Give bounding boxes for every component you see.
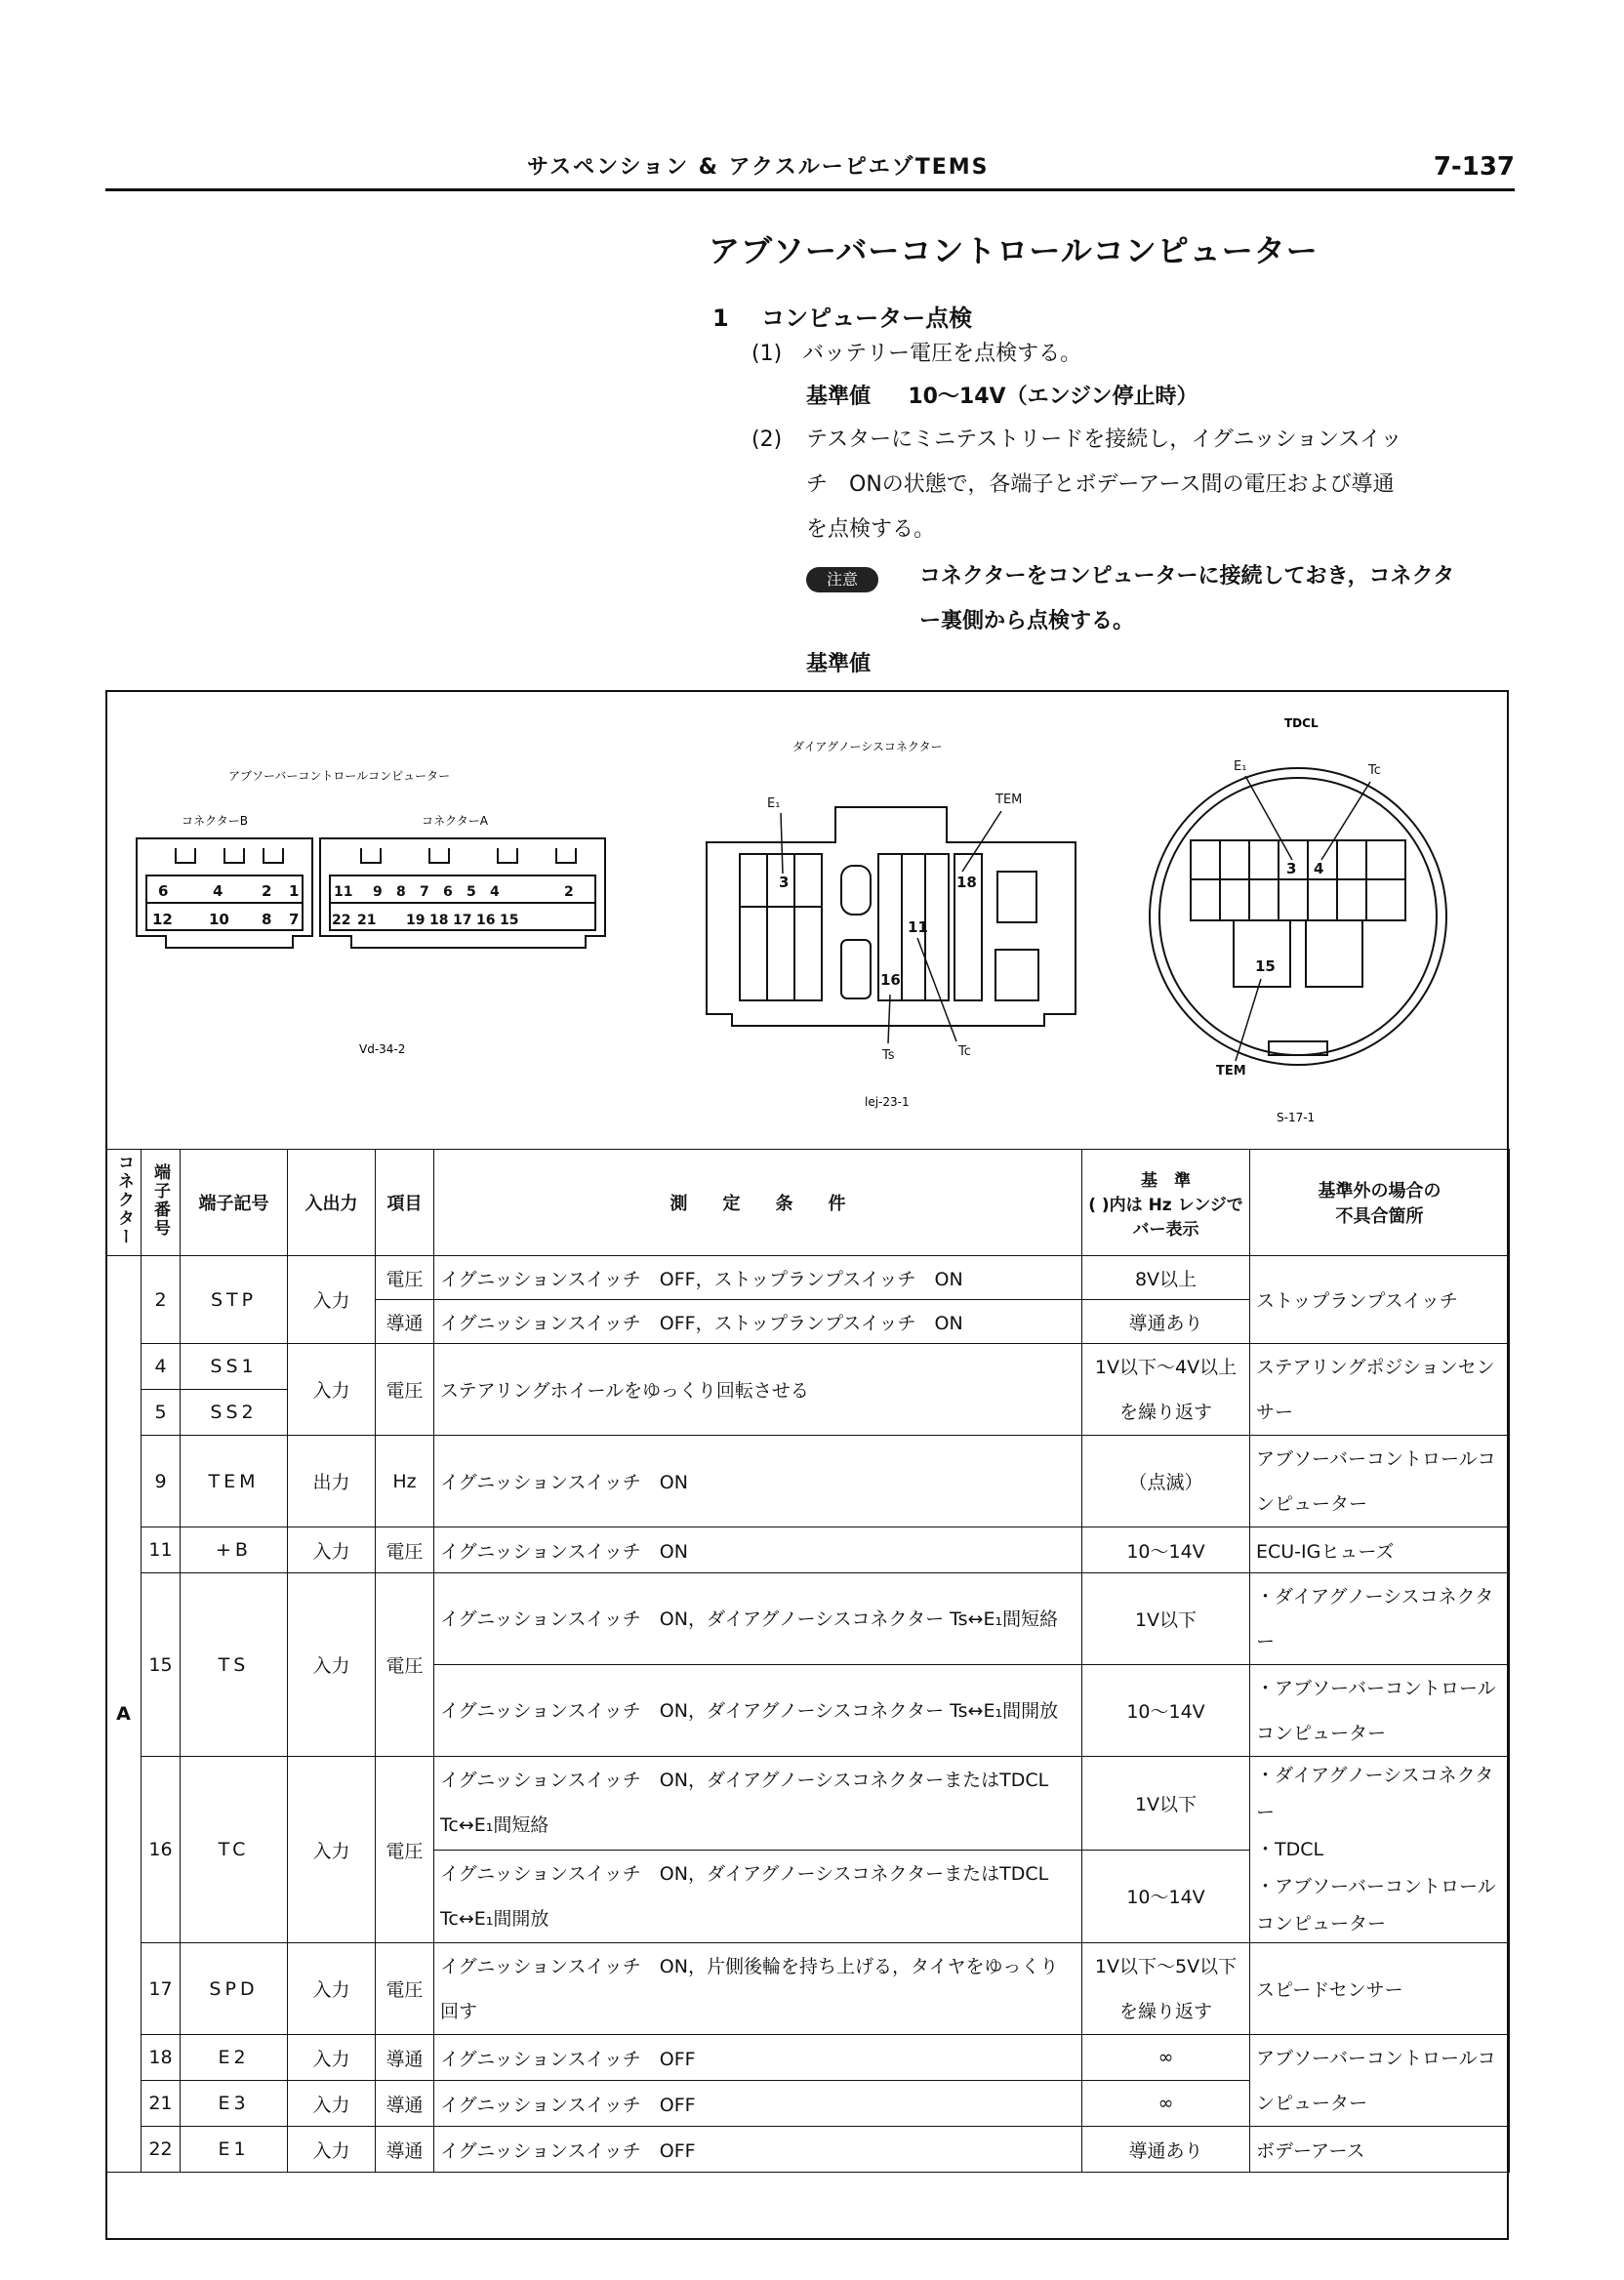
terminal-no: 16 bbox=[142, 1757, 181, 1943]
standard: 導通あり bbox=[1082, 1300, 1250, 1344]
connector-b-label: コネクターB bbox=[182, 814, 248, 828]
pin-a-18: 18 bbox=[429, 913, 449, 928]
terminal-no: 17 bbox=[142, 1943, 181, 2035]
terminal-sym: SPD bbox=[181, 1943, 288, 2035]
item: 電圧 bbox=[376, 1757, 434, 1943]
step-2-number: (2) bbox=[751, 428, 783, 452]
table-row bbox=[106, 2127, 1510, 2173]
note-line-2: ー裏側から点検する。 bbox=[919, 609, 1135, 633]
pin-a-4: 4 bbox=[490, 884, 500, 900]
condition: イグニッションスイッチ ON，ダイアグノーシスコネクター Ts↔E₁間短絡 bbox=[434, 1573, 1082, 1665]
pin-b-4: 4 bbox=[213, 882, 223, 900]
fault: スピードセンサー bbox=[1250, 1943, 1510, 2035]
item: 導通 bbox=[376, 2035, 434, 2081]
tdcl-pin-15: 15 bbox=[1255, 957, 1276, 975]
tdcl-pin-3: 3 bbox=[1286, 860, 1297, 877]
pin-a-9: 9 bbox=[373, 884, 383, 900]
standard-value-line bbox=[806, 381, 1198, 414]
condition: イグニッションスイッチ OFF，ストップランプスイッチ ON bbox=[434, 1256, 1082, 1300]
terminal-no: 5 bbox=[142, 1390, 181, 1436]
terminal-sym: E2 bbox=[181, 2035, 288, 2081]
condition: イグニッションスイッチ OFF bbox=[434, 2081, 1082, 2127]
io: 入力 bbox=[288, 1256, 376, 1344]
condition: イグニッションスイッチ ON，ダイアグノーシスコネクターまたはTDCL Tc↔E₁間開放 bbox=[434, 1850, 1082, 1943]
table-row bbox=[106, 1436, 1510, 1527]
standard: 導通あり bbox=[1082, 2127, 1250, 2173]
table-row bbox=[106, 2035, 1510, 2081]
standard: 1V以下〜5V以下を繰り返す bbox=[1082, 1943, 1250, 2035]
diag-pin-3: 3 bbox=[779, 874, 790, 891]
pin-b-1: 1 bbox=[289, 882, 300, 900]
standard-label-2: 基準値 bbox=[806, 652, 872, 676]
terminal-no: 9 bbox=[142, 1436, 181, 1527]
col-terminal-no: 端子番号 bbox=[142, 1150, 181, 1256]
connector-a-pins bbox=[332, 884, 574, 928]
note-badge bbox=[806, 567, 878, 592]
item: 電圧 bbox=[376, 1527, 434, 1573]
running-header-title: サスペンション & アクスルーピエゾTEMS bbox=[527, 155, 990, 180]
col-io: 入出力 bbox=[288, 1150, 376, 1256]
table-row bbox=[106, 1344, 1510, 1390]
pin-a-15: 15 bbox=[500, 913, 519, 928]
col-fault: 基準外の場合の 不具合箇所 bbox=[1250, 1150, 1510, 1256]
figure-code-1: Vd-34-2 bbox=[359, 1042, 406, 1056]
terminal-sym: +B bbox=[181, 1527, 288, 1573]
fault: ボデーアース bbox=[1250, 2127, 1510, 2173]
terminal-sym: SS1 bbox=[181, 1344, 288, 1390]
subsection-number: 1 bbox=[712, 305, 729, 332]
diag-label-ts: Ts bbox=[882, 1048, 895, 1063]
step-1-text: バッテリー電圧を点検する。 bbox=[802, 342, 1082, 366]
diag-leaders bbox=[781, 811, 1001, 1043]
header-rule bbox=[105, 188, 1515, 191]
standard: 10〜14V bbox=[1082, 1665, 1250, 1757]
pin-b-10: 10 bbox=[209, 911, 229, 928]
tdcl-label-tc: Tc bbox=[1368, 763, 1381, 778]
connector-a-label: コネクターA bbox=[422, 814, 488, 828]
fault: ステアリングポジションセンサー bbox=[1250, 1344, 1510, 1436]
item: 電圧 bbox=[376, 1344, 434, 1436]
terminal-sym: TS bbox=[181, 1573, 288, 1757]
standard: ∞ bbox=[1082, 2035, 1250, 2081]
tdcl-label-e1: E₁ bbox=[1234, 759, 1247, 774]
pin-a-22: 22 bbox=[332, 913, 351, 928]
tdcl-label-tem: TEM bbox=[1216, 1064, 1246, 1079]
io: 入力 bbox=[288, 2127, 376, 2173]
note-line-1: コネクターをコンピューターに接続しておき，コネクタ bbox=[919, 564, 1455, 589]
pin-a-19: 19 bbox=[406, 913, 426, 928]
table-header-row bbox=[106, 1150, 1510, 1256]
terminal-no: 18 bbox=[142, 2035, 181, 2081]
diag-label-tem: TEM bbox=[995, 793, 1023, 807]
standard: 10〜14V bbox=[1082, 1527, 1250, 1573]
condition: イグニッションスイッチ OFF bbox=[434, 2127, 1082, 2173]
pin-a-11: 11 bbox=[334, 884, 353, 900]
standard: 1V以下〜4V以上を繰り返す bbox=[1082, 1344, 1250, 1436]
caution-badge: 注意 bbox=[806, 567, 878, 592]
diag-label-e1: E₁ bbox=[767, 796, 781, 811]
item: 電圧 bbox=[376, 1943, 434, 2035]
col-connector: コネクター bbox=[106, 1150, 142, 1256]
tdcl-shape bbox=[1150, 768, 1446, 1065]
diag-pin-16: 16 bbox=[880, 971, 901, 989]
fault-line-tdcl: ・TDCL ・アブソーバーコントロールコンピューター bbox=[1256, 1839, 1496, 1934]
col-item: 項目 bbox=[376, 1150, 434, 1256]
step-2 bbox=[751, 424, 1513, 547]
io: 入力 bbox=[288, 1344, 376, 1436]
condition: イグニッションスイッチ ON，ダイアグノーシスコネクターまたはTDCL Tc↔E₁間短絡 bbox=[434, 1757, 1082, 1851]
diag-title: ダイアグノーシスコネクター bbox=[792, 740, 943, 753]
io: 入力 bbox=[288, 2035, 376, 2081]
table-row bbox=[106, 1256, 1510, 1300]
standard: 1V以下 bbox=[1082, 1757, 1250, 1851]
computer-title: アブソーバーコントロールコンピューター bbox=[228, 769, 451, 783]
connector-a-shape bbox=[320, 838, 605, 948]
terminal-no: 21 bbox=[142, 2081, 181, 2127]
step-1 bbox=[751, 338, 1081, 371]
io: 入力 bbox=[288, 1573, 376, 1757]
diag-pin-11: 11 bbox=[908, 918, 928, 936]
step-1-number: (1) bbox=[751, 342, 783, 366]
terminal-no: 2 bbox=[142, 1256, 181, 1344]
fault: ・ダイアグノーシスコネクター bbox=[1250, 1573, 1510, 1665]
connector-b-pins bbox=[152, 882, 299, 928]
pin-a-6: 6 bbox=[443, 884, 453, 900]
diag-connector-shape bbox=[707, 807, 1076, 1026]
item: 電圧 bbox=[376, 1256, 434, 1300]
terminal-no: 11 bbox=[142, 1527, 181, 1573]
condition: イグニッションスイッチ OFF，ストップランプスイッチ ON bbox=[434, 1300, 1082, 1344]
col-condition: 測 定 条 件 bbox=[434, 1150, 1082, 1256]
io: 入力 bbox=[288, 2081, 376, 2127]
item: 導通 bbox=[376, 2081, 434, 2127]
fault bbox=[1250, 1757, 1510, 1943]
terminal-sym: TEM bbox=[181, 1436, 288, 1527]
pin-b-7: 7 bbox=[289, 911, 300, 928]
connector-figure bbox=[107, 692, 1507, 1149]
pin-b-6: 6 bbox=[158, 882, 169, 900]
connector-cell: A bbox=[106, 1256, 142, 2173]
item: Hz bbox=[376, 1436, 434, 1527]
fault: ・アブソーバーコントロールコンピューター bbox=[1250, 1665, 1510, 1757]
pin-a-2: 2 bbox=[564, 884, 574, 900]
note-text bbox=[919, 560, 1454, 638]
step-2-line-3: を点検する。 bbox=[806, 517, 936, 542]
terminal-no: 22 bbox=[142, 2127, 181, 2173]
col-standard: 基 準 ( )内は Hz レンジでバー表示 bbox=[1082, 1150, 1250, 1256]
subsection-label: コンピューター点検 bbox=[761, 305, 973, 332]
figure-code-3: S-17-1 bbox=[1277, 1111, 1316, 1124]
diag-label-tc: Tc bbox=[958, 1044, 971, 1059]
terminal-sym: E3 bbox=[181, 2081, 288, 2127]
standard: 8V以上 bbox=[1082, 1256, 1250, 1300]
condition: ステアリングホイールをゆっくり回転させる bbox=[434, 1344, 1082, 1436]
standard-value: 10〜14V（エンジン停止時） bbox=[908, 385, 1198, 409]
fault: ストップランプスイッチ bbox=[1250, 1256, 1510, 1344]
io: 出力 bbox=[288, 1436, 376, 1527]
terminal-spec-table bbox=[105, 1149, 1510, 2173]
section-title: アブソーバーコントロールコンピューター bbox=[709, 232, 1319, 269]
fault: アブソーバーコントロールコンピューター bbox=[1250, 2035, 1510, 2127]
standard: （点滅） bbox=[1082, 1436, 1250, 1527]
standard: ∞ bbox=[1082, 2081, 1250, 2127]
step-2-line-2: チ ONの状態で，各端子とボデーアース間の電圧および導通 bbox=[806, 472, 1395, 497]
standard: 10〜14V bbox=[1082, 1850, 1250, 1943]
condition: イグニッションスイッチ ON，片側後輪を持ち上げる，タイヤをゆっくり回す bbox=[434, 1943, 1082, 2035]
pin-a-8: 8 bbox=[396, 884, 406, 900]
col-terminal-sym: 端子記号 bbox=[181, 1150, 288, 1256]
terminal-sym: E1 bbox=[181, 2127, 288, 2173]
table-row bbox=[106, 1943, 1510, 2035]
table-row bbox=[106, 1757, 1510, 1851]
terminal-no: 4 bbox=[142, 1344, 181, 1390]
condition: イグニッションスイッチ ON bbox=[434, 1436, 1082, 1527]
terminal-sym: TC bbox=[181, 1757, 288, 1943]
standard-label: 基準値 bbox=[806, 385, 872, 409]
tdcl-leaders bbox=[1236, 776, 1370, 1061]
subsection-title bbox=[712, 299, 972, 333]
fault: ECU-IGヒューズ bbox=[1250, 1527, 1510, 1573]
tdcl-title: TDCL bbox=[1284, 716, 1319, 730]
table-row bbox=[106, 1527, 1510, 1573]
table-row bbox=[106, 1573, 1510, 1665]
pin-b-12: 12 bbox=[152, 911, 173, 928]
pin-a-7: 7 bbox=[420, 884, 429, 900]
io: 入力 bbox=[288, 1943, 376, 2035]
fault: アブソーバーコントロールコンピューター bbox=[1250, 1436, 1510, 1527]
condition: イグニッションスイッチ ON，ダイアグノーシスコネクター Ts↔E₁間開放 bbox=[434, 1665, 1082, 1757]
condition: イグニッションスイッチ OFF bbox=[434, 2035, 1082, 2081]
item: 電圧 bbox=[376, 1573, 434, 1757]
pin-a-21: 21 bbox=[357, 913, 377, 928]
terminal-no: 15 bbox=[142, 1573, 181, 1757]
pin-a-16: 16 bbox=[476, 913, 496, 928]
item: 導通 bbox=[376, 2127, 434, 2173]
terminal-sym: STP bbox=[181, 1256, 288, 1344]
terminal-sym: SS2 bbox=[181, 1390, 288, 1436]
page-number: 7-137 bbox=[1433, 152, 1515, 182]
condition: イグニッションスイッチ ON bbox=[434, 1527, 1082, 1573]
io: 入力 bbox=[288, 1527, 376, 1573]
pin-b-2: 2 bbox=[262, 882, 272, 900]
tdcl-pin-4: 4 bbox=[1314, 860, 1324, 877]
figure-code-2: lej-23-1 bbox=[865, 1095, 910, 1109]
pin-b-8: 8 bbox=[262, 911, 272, 928]
io: 入力 bbox=[288, 1757, 376, 1943]
pin-a-5: 5 bbox=[467, 884, 476, 900]
standard: 1V以下 bbox=[1082, 1573, 1250, 1665]
pin-a-17: 17 bbox=[453, 913, 472, 928]
diag-pin-18: 18 bbox=[956, 874, 977, 891]
item: 導通 bbox=[376, 1300, 434, 1344]
fault-line-diag: ・ダイアグノーシスコネクター bbox=[1256, 1765, 1494, 1823]
step-2-line-1: テスターにミニテストリードを接続し，イグニッションスイッ bbox=[806, 428, 1402, 452]
